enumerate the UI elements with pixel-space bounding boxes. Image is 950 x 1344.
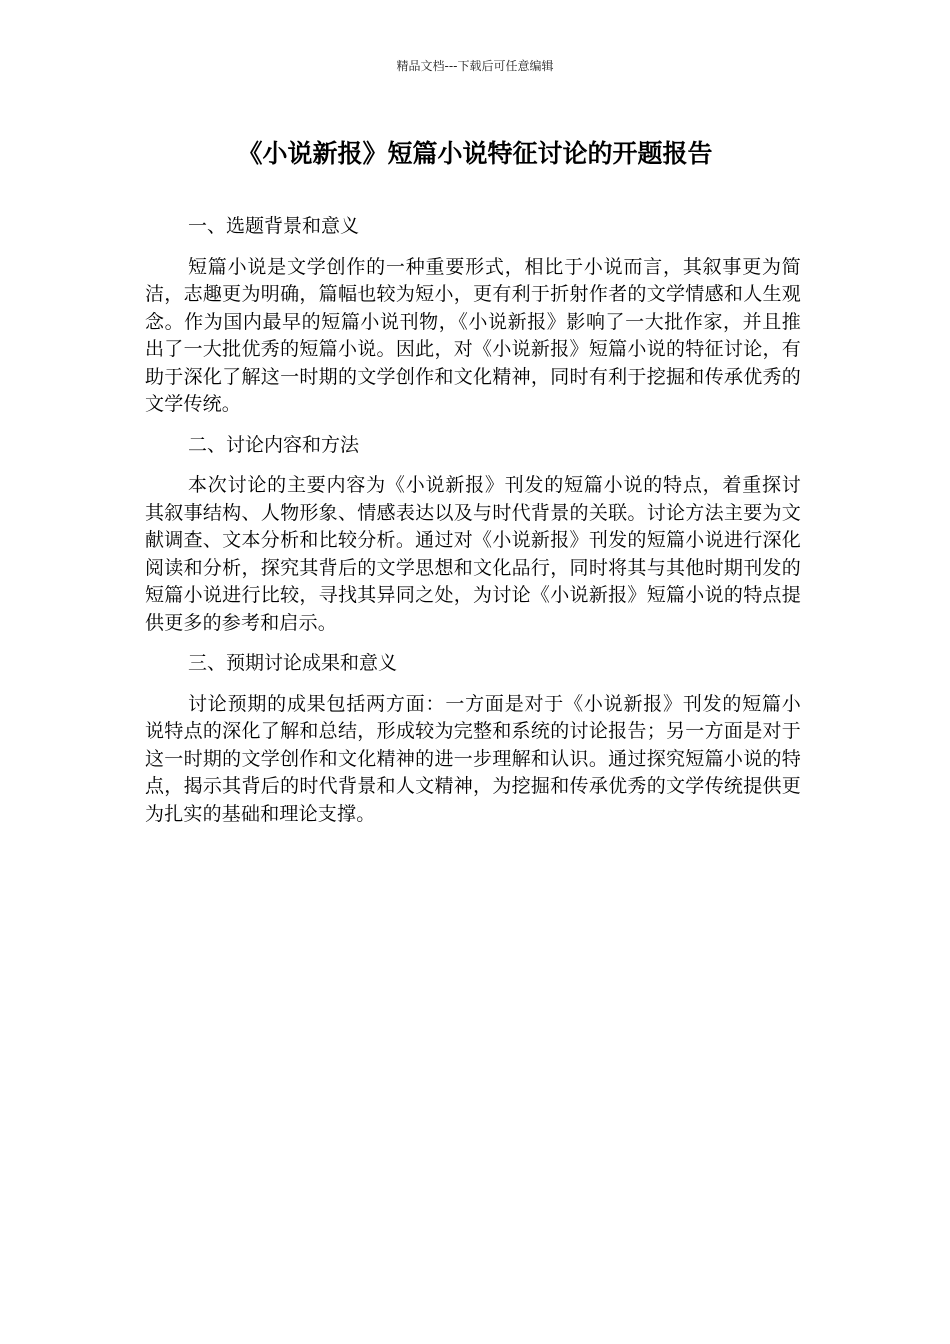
document-body: [145, 212, 801, 841]
document-title: 《小说新报》短篇小说特征讨论的开题报告: [237, 139, 713, 168]
section-paragraph-content-method: 本次讨论的主要内容为《小说新报》刊发的短篇小说的特点，着重探讨其叙事结构、人物形象、情感表达以及与时代背景的关联。讨论方法主要为文献调查、文本分析和比较分析。通过对《小说新报》刊发的短篇小说进行深化阅读和分析，探究其背后的文学思想和文化品行，同时将其与其他时期刊发的短篇小说进行比较，寻找其异同之处，为讨论《小说新报》短篇小说的特点提供更多的参考和启示。: [145, 474, 801, 634]
section-paragraph-expected-results: 讨论预期的成果包括两方面：一方面是对于《小说新报》刊发的短篇小说特点的深化了解和总结，形成较为完整和系统的讨论报告；另一方面是对于这一时期的文学创作和文化精神的进一步理解和认识。通过探究短篇小说的特点，揭示其背后的时代背景和人文精神，为挖掘和传承优秀的文学传统提供更为扎实的基础和理论支撑。: [145, 692, 801, 825]
section-heading-expected-results: 三、预期讨论成果和意义: [188, 652, 398, 674]
section-paragraph-background: 短篇小说是文学创作的一种重要形式，相比于小说而言，其叙事更为简洁，志趣更为明确，篇幅也较为短小，更有利于折射作者的文学情感和人生观念。作为国内最早的短篇小说刊物，《小说新报》影响了一大批作家，并且推出了一大批优秀的短篇小说。因此，对《小说新报》短篇小说的特征讨论，有助于深化了解这一时期的文学创作和文化精神，同时有利于挖掘和传承优秀的文学传统。: [145, 255, 801, 415]
section-heading-content-method: 二、讨论内容和方法: [188, 433, 360, 456]
section-heading-background: 一、选题背景和意义: [188, 215, 360, 237]
page-header: 精品文档---下载后可任意编辑: [396, 59, 554, 73]
